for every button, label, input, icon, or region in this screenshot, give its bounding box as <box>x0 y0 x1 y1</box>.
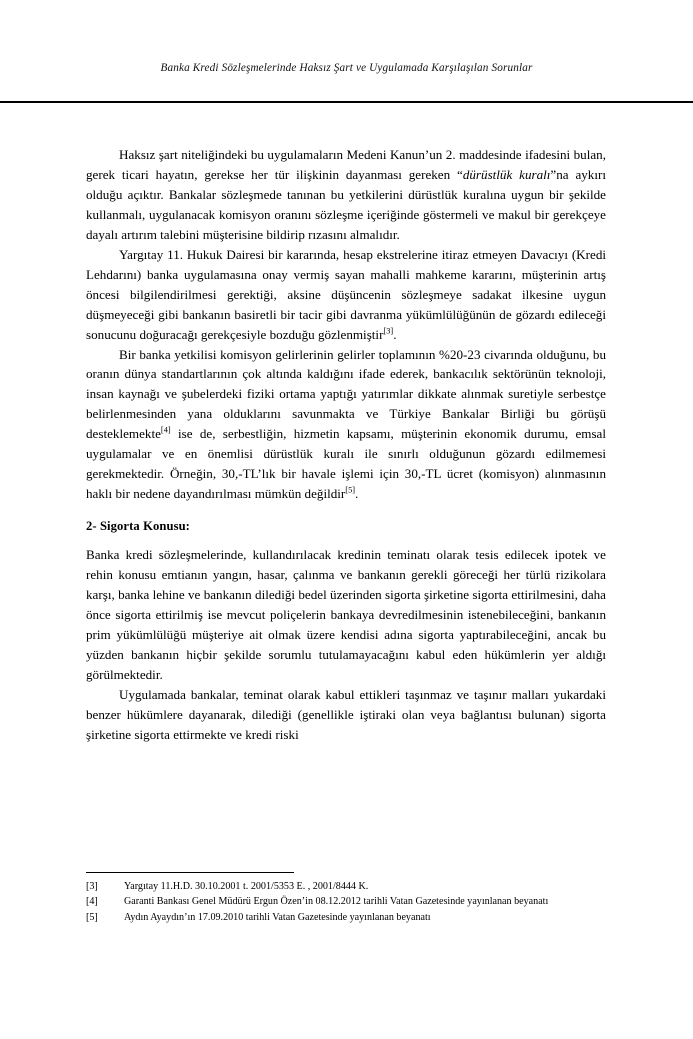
body-paragraph: Yargıtay 11. Hukuk Dairesi bir kararında, hesap ekstrelerine itiraz etmeyen Davacıyı (Kredi Lehdarını) banka uygulamasına onay vermiş sayan mahalli mahkeme kararını, müşterinin artış öncesi bilgilendirilmesi gerektiği, aksine düşüncenin sözleşmeye sadakat ilkesine uygun düşmeyeceği gibi bankanın basiretli bir tacir gibi davranma yükümlülüğünün de gözardı edileceği sonucunu doğuracağı gerekçesiyle bozduğu gözlenmiştir[3]. <box>86 246 606 342</box>
footnote-separator-rule <box>86 872 294 873</box>
footnote-reference-marker[interactable]: [5] <box>345 485 356 495</box>
body-text-column <box>86 145 606 745</box>
footnote-text: Yargıtay 11.H.D. 30.10.2001 t. 2001/5353 E. , 2001/8444 K. <box>124 881 369 893</box>
footnote-reference-marker[interactable]: [4] <box>160 425 171 435</box>
body-paragraph: Banka kredi sözleşmelerinde, kullandırılacak kredinin teminatı olarak tesis edilecek ipotek ve rehin konusu emtianın yangın, hasar, çalınma ve bankanın gerekli göreceği her türlü rizikolara karşı, banka lehine ve bankanın dilediği bedel üzerinden sigorta şirketine sigorta ettirilmesini, daha önce sigorta ettirilmiş ise mevcut poliçelerin bankaya devredilmesinin istenebileceğini, bankanın prim yükümlülüğü müşteriye ait olmak üzere kendisi adına sigorta yaptırabileceğini, ancak bu yüzden bankanın hiçbir şekilde sorumlu tutulamayacağını kabul eden hükümlerin yer aldığı görülmektedir. <box>86 547 606 682</box>
footnote-text: Aydın Ayaydın’ın 17.09.2010 tarihli Vatan Gazetesinde yayınlanan beyanatı <box>124 911 431 923</box>
footnote-number: [4] <box>86 896 98 908</box>
footnote-entry <box>86 895 606 909</box>
paragraph-group-before-heading <box>86 145 606 504</box>
section-heading: 2- Sigorta Konusu: <box>86 519 190 534</box>
footnote-entry <box>86 911 606 925</box>
footnote-text: Garanti Bankası Genel Müdürü Ergun Özen’in 08.12.2012 tarihli Vatan Gazetesinde yayınlanan beyanatı <box>124 896 549 908</box>
footnote-reference-marker[interactable]: [3] <box>383 326 394 336</box>
body-paragraph: Uygulamada bankalar, teminat olarak kabul ettikleri taşınmaz ve taşınır malları yukardaki benzer hükümlere dayanarak, dilediği (genellikle iştiraki olan veya bağlantısı bulunan) sigorta şirketine sigorta ettirmekte ve kredi riski <box>86 686 606 742</box>
footnote-list <box>86 880 606 925</box>
footnote-number: [5] <box>86 911 98 923</box>
emphasised-phrase: dürüstlük kuralı <box>462 166 551 182</box>
footnote-block <box>86 872 606 926</box>
paragraph-group-after-heading <box>86 545 606 745</box>
header-rule-divider <box>0 101 693 103</box>
footnote-entry <box>86 880 606 894</box>
running-header-title: Banka Kredi Sözleşmelerinde Haksız Şart ve Uygulamada Karşılaşılan Sorunlar <box>160 62 533 74</box>
body-paragraph: Bir banka yetkilisi komisyon gelirlerinin gelirler toplamının %20-23 civarında olduğunu, bu oranın dünya standartlarının çok altında kaldığını ifade ederek, bankacılık sektörünün teknoloji, insan kaynağı ve şubelerdeki fiziki ortama yaptığı yatırımlar dikkate alınmak suretiyle serbestçe belirlenmesinden yana olduklarını savunmakta ve Türkiye Bankalar Birliği bu görüşü desteklemekte[4] ise de, serbestliğin, hizmetin kapsamı, müşterinin ekonomik durumu, emsal uygulamalar ve en önemlisi dürüstlük kuralı ile sınırlı olduğunun gözardı edilmemesi gerekmektedir. Örneğin, 30,-TL’lık bir havale işlemi için 30,-TL ücret (komisyon) alınmasının haklı bir nedene dayandırılması mümkün değildir[5]. <box>86 346 606 502</box>
footnote-number: [3] <box>86 881 98 893</box>
body-paragraph: Haksız şart niteliğindeki bu uygulamaların Medeni Kanun’un 2. maddesinde ifadesini bulan, gerek ticari hayatın, gerekse her tür ilişkinin dayanması gereken “dürüstlük kuralı”na aykırı olduğu açıktır. Bankalar sözleşmede tanınan bu yetkilerini dürüstlük kuralına uygun bir şekilde kullanmalı, uygulanacak komisyon oranını sözleşme içeriğinde göstermeli ve makul bir gerekçeye dayalı artırım talebini müşterisine bildirip rızasını almalıdır. <box>86 147 606 242</box>
